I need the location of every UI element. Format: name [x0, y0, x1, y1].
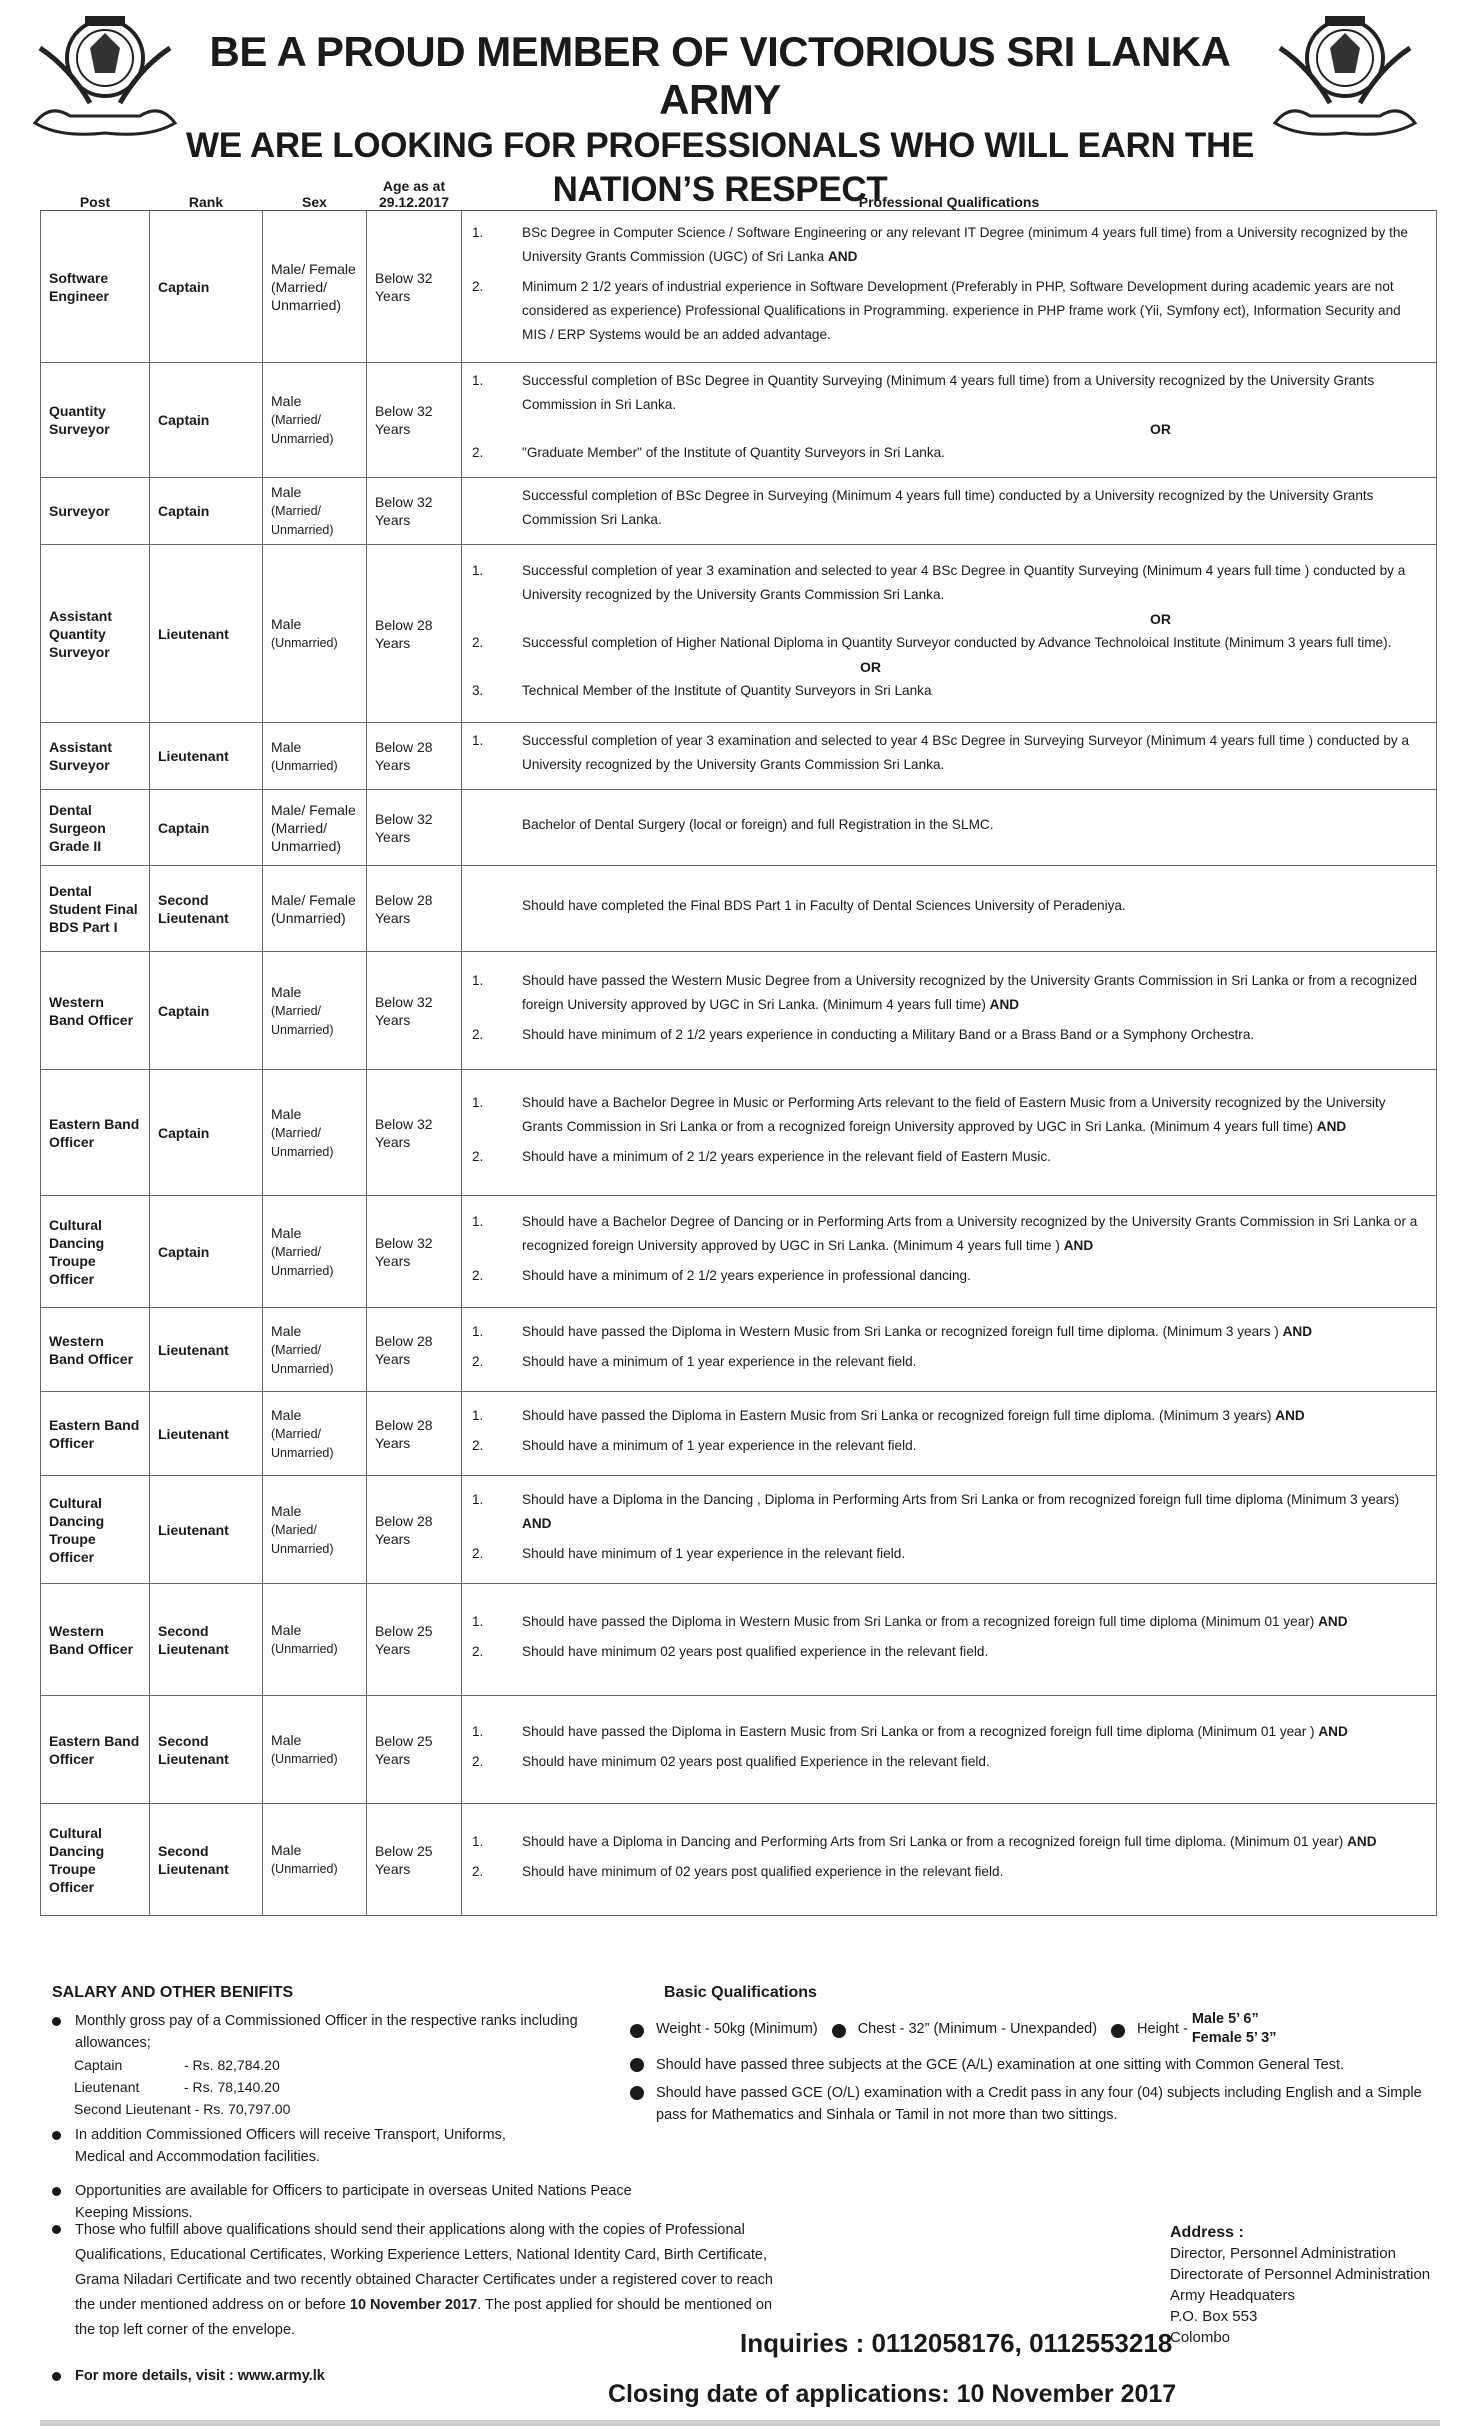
bullet-icon — [52, 2225, 61, 2234]
rank-cell: Lieutenant — [150, 1392, 263, 1476]
pay-rank: Captain — [74, 2057, 123, 2073]
age-cell: Below 28 Years — [367, 1476, 462, 1584]
age-cell: Below 32 Years — [367, 363, 462, 478]
apply-deadline: 10 November 2017 — [349, 2297, 478, 2313]
rank-cell: Second Lieutenant — [150, 866, 263, 952]
qualification-text: Successful completion of BSc Degree in Surveying (Minimum 4 years full time) conducted by a University recognized by the University Grants Commission Sri Lanka. — [522, 488, 1374, 527]
rank-cell: Captain — [150, 790, 263, 866]
rank-cell: Second Lieutenant — [150, 1696, 263, 1804]
qualification-text: Should have a minimum of 2 1/2 years experience in the relevant field of Eastern Music. — [522, 1148, 1051, 1164]
sex-cell: Male (Married/ Unmarried) — [263, 1392, 367, 1476]
website-link[interactable]: For more details, visit : www.army.lk — [75, 2368, 325, 2384]
rank-cell: Second Lieutenant — [150, 1804, 263, 1916]
sex-cell: Male (Married/ Unmarried) — [263, 1070, 367, 1196]
table-row — [41, 363, 1437, 478]
age-cell: Below 32 Years — [367, 1070, 462, 1196]
or-label: OR — [1150, 421, 1171, 437]
table-row — [41, 790, 1437, 866]
bullet-icon — [630, 2058, 644, 2072]
post-cell: Western Band Officer — [41, 952, 150, 1070]
rank-cell: Lieutenant — [150, 723, 263, 790]
qualifications-cell: 1. Should have passed the Diploma in Western Music from Sri Lanka or recognized foreign full time diploma. (Minimum 3 years ) AND 2. Should have a minimum of 1 year experience in the relevant field. — [462, 1308, 1437, 1392]
qualifications-cell: 1. Should have passed the Diploma in Western Music from Sri Lanka or from a recognized foreign full time diploma (Minimum 01 year) AND 2. Should have minimum 02 years post qualified experience in the relevant field. — [462, 1584, 1437, 1696]
al-requirement: Should have passed three subjects at the GCE (A/L) examination at one sitting with Common General Test. — [656, 2057, 1345, 2073]
post-cell: Eastern Band Officer — [41, 1392, 150, 1476]
qualifications-cell: 1. Should have a Diploma in Dancing and Performing Arts from Sri Lanka or from a recognized foreign full time diploma. (Minimum 01 year) AND 2. Should have minimum of 02 years post qualified experience in the relevant field. — [462, 1804, 1437, 1916]
table-row — [41, 1070, 1437, 1196]
salary-title: SALARY AND OTHER BENIFITS — [52, 1984, 294, 2001]
qualification-text: Should have minimum 02 years post qualified experience in the relevant field. — [522, 1643, 989, 1659]
qualification-text: "Graduate Member" of the Institute of Quantity Surveyors in Sri Lanka. — [522, 445, 945, 460]
rank-cell: Second Lieutenant — [150, 1584, 263, 1696]
bullet-icon — [52, 2131, 61, 2140]
rank-cell: Captain — [150, 363, 263, 478]
basic-title: Basic Qualifications — [664, 1984, 817, 2001]
qualification-text: Should have minimum of 2 1/2 years experience in conducting a Military Band or a Brass Band or a Symphony Orchestra. — [522, 1026, 1255, 1042]
qualifications-cell: 1. Should have passed the Diploma in Eastern Music from Sri Lanka or from a recognized foreign full time diploma (Minimum 01 year ) AND 2. Should have minimum 02 years post qualified Experience in the relevant field. — [462, 1696, 1437, 1804]
sex-cell: Male (Maried/ Unmarried) — [263, 1476, 367, 1584]
bullet-icon — [832, 2024, 846, 2038]
subheadline-line1: WE ARE LOOKING FOR PROFESSIONALS WHO WILL EARN THE — [185, 126, 1255, 165]
ol-requirement: Should have passed GCE (O/L) examination with a Credit pass in any four (04) subjects including English and a Simple pass for Mathematics and Sinhala or Tamil in not more than two sittings. — [656, 2085, 1422, 2123]
table-row — [41, 1392, 1437, 1476]
apply-text: Those who fulfill above qualifications should send their applications along with the copies of Professional Qualifications, Educational Certificates, Working Experience Letters, National Identity Card, Birth Certificate, Grama Niladari Certificate and two recently obtained Character Certificates under a registered cover to reach the under mentioned address on or before — [75, 2222, 773, 2313]
table-row — [41, 1196, 1437, 1308]
qualification-text: Should have passed the Diploma in Western Music from Sri Lanka or recognized foreign full time diploma. (Minimum 3 years ) — [522, 1323, 1279, 1339]
qualification-text: Should have minimum of 1 year experience in the relevant field. — [522, 1545, 906, 1561]
address-line: Directorate of Personnel Administration — [1170, 2266, 1431, 2283]
qualifications-cell: 1. Should have passed the Diploma in Eastern Music from Sri Lanka or recognized foreign full time diploma. (Minimum 3 years) AND 2. Should have a minimum of 1 year experience in the relevant field. — [462, 1392, 1437, 1476]
post-cell: Western Band Officer — [41, 1584, 150, 1696]
qualification-text: Should have passed the Diploma in Western Music from Sri Lanka or from a recognized foreign full time diploma (Minimum 01 year) — [522, 1613, 1315, 1629]
qualifications-cell: 1. Successful completion of BSc Degree in Quantity Surveying (Minimum 4 years full time) from a University recognized by the University Grants Commission in Sri Lanka. OR 2. "Graduate Member" of the Institute of Quantity Surveyors in Sri Lanka. — [462, 363, 1437, 478]
sex-cell: Male (Unmarried) — [263, 723, 367, 790]
qualifications-cell: 1. Successful completion of year 3 examination and selected to year 4 BSc Degree in Quantity Surveying (Minimum 4 years full time ) conducted by a University recognized by the University Grants Commission Sri Lanka. OR 2. Successful completion of Higher National Diploma in Quantity Surveyor conducted by Advance Technoloical Institute (Minimum 3 years full time). OR 3. Technical Member of the Institute of Quantity Surveyors in Sri Lanka — [462, 545, 1437, 723]
qualification-text: BSc Degree in Computer Science / Software Engineering or any relevant IT Degree (minimum 4 years full time) from a University recognized by the University Grants Commission (UGC) of Sri Lanka — [522, 224, 1408, 264]
sex-cell: Male/ Female (Married/ Unmarried) — [263, 790, 367, 866]
col-sex: Sex — [263, 174, 367, 211]
bullet-icon — [630, 2024, 644, 2038]
sex-cell: Male (Unmarried) — [263, 1696, 367, 1804]
post-cell: Eastern Band Officer — [41, 1070, 150, 1196]
height-female: Female 5’ 3” — [1191, 2030, 1277, 2046]
closing-date: Closing date of applications: 10 November 2017 — [608, 2380, 1177, 2408]
address-line: Army Headquaters — [1170, 2287, 1296, 2304]
qualification-text: Bachelor of Dental Surgery (local or foreign) and full Registration in the SLMC. — [522, 816, 994, 832]
col-post: Post — [41, 174, 150, 211]
sex-cell: Male (Married/ Unmarried) — [263, 478, 367, 545]
sex-cell: Male (Unmarried) — [263, 1804, 367, 1916]
table-row — [41, 1476, 1437, 1584]
qualification-text: Should have a Diploma in the Dancing , Diploma in Performing Arts from Sri Lanka or from recognized foreign full time diploma (Minimum 3 years) — [522, 1491, 1400, 1507]
table-row — [41, 478, 1437, 545]
army-emblem-left — [30, 8, 180, 153]
age-cell: Below 28 Years — [367, 866, 462, 952]
pay-amount: - Rs. 78,140.20 — [184, 2079, 280, 2095]
qualification-text: Should have minimum of 02 years post qualified experience in the relevant field. — [522, 1863, 1004, 1879]
qualification-text: Should have a minimum of 1 year experience in the relevant field. — [522, 1437, 917, 1453]
qualifications-cell: 1. Should have passed the Western Music Degree from a University recognized by the University Grants Commission in Sri Lanka or from a recognized foreign University approved by UGC in Sri Lanka. (Minimum 4 years full time) AND 2. Should have minimum of 2 1/2 years experience in conducting a Military Band or a Brass Band or a Symphony Orchestra. — [462, 952, 1437, 1070]
salary-section — [52, 1984, 652, 2224]
qualifications-cell: 1. Successful completion of year 3 examination and selected to year 4 BSc Degree in Surveying Surveyor (Minimum 4 years full time ) conducted by a University recognized by the University Grants Commission Sri Lanka. — [462, 723, 1437, 790]
rank-cell: Captain — [150, 1070, 263, 1196]
rank-cell: Captain — [150, 1196, 263, 1308]
salary-intro: Monthly gross pay of a Commissioned Officer in the respective ranks including allowances; — [75, 2013, 578, 2051]
post-cell: Cultural Dancing Troupe Officer — [41, 1196, 150, 1308]
qualifications-cell — [462, 790, 1437, 866]
qualification-text: Should have a Bachelor Degree of Dancing or in Performing Arts from a University recognized by the University Grants Commission in Sri Lanka or a recognized foreign University approved by UGC in Sri Lanka. (Minimum 4 years full time ) — [522, 1213, 1418, 1253]
sex-cell: Male (Married/ Unmarried) — [263, 1196, 367, 1308]
qualifications-cell — [462, 478, 1437, 545]
age-cell: Below 32 Years — [367, 1196, 462, 1308]
address-line: P.O. Box 553 — [1170, 2308, 1258, 2325]
col-qualifications: Professional Qualifications — [462, 174, 1437, 211]
table-row — [41, 211, 1437, 363]
rank-cell: Lieutenant — [150, 1476, 263, 1584]
bullet-icon — [630, 2086, 644, 2100]
bottom-divider — [40, 2420, 1440, 2426]
age-cell: Below 28 Years — [367, 1392, 462, 1476]
address-title: Address : — [1170, 2224, 1244, 2241]
post-cell: Cultural Dancing Troupe Officer — [41, 1476, 150, 1584]
bullet-icon — [1111, 2024, 1125, 2038]
apply-text-end: . The post applied for should be mentioned on the top left corner of the envelope. — [75, 2297, 773, 2338]
or-label: OR — [860, 658, 881, 675]
qualifications-cell: 1. Should have a Bachelor Degree in Music or Performing Arts relevant to the field of Eastern Music from a University recognized by the University Grants Commission in Sri Lanka or from a recognized foreign University approved by UGC in Sri Lanka. (Minimum 4 years full time) AND 2. Should have a minimum of 2 1/2 years experience in the relevant field of Eastern Music. — [462, 1070, 1437, 1196]
address-block — [1170, 2222, 1440, 2348]
table-row — [41, 1696, 1437, 1804]
vacancies-table — [40, 174, 1437, 1916]
qualification-text: Should have passed the Diploma in Eastern Music from Sri Lanka or recognized foreign full time diploma. (Minimum 3 years) — [522, 1407, 1272, 1423]
age-cell: Below 25 Years — [367, 1804, 462, 1916]
post-cell: Cultural Dancing Troupe Officer — [41, 1804, 150, 1916]
sex-cell: Male (Married/ Unmarried) — [263, 1308, 367, 1392]
qualification-text: Should have a minimum of 1 year experience in the relevant field. — [522, 1353, 917, 1369]
address-line: Director, Personnel Administration — [1170, 2245, 1396, 2262]
pay-rank: Second Lieutenant — [74, 2101, 191, 2117]
col-rank: Rank — [150, 174, 263, 211]
qualification-text: Should have a minimum of 2 1/2 years experience in professional dancing. — [522, 1267, 971, 1283]
qualification-text: Should have passed the Diploma in Eastern Music from Sri Lanka or from a recognized foreign full time diploma (Minimum 01 year ) — [522, 1723, 1315, 1739]
post-cell: Dental Student Final BDS Part I — [41, 866, 150, 952]
bullet-icon — [52, 2372, 61, 2381]
age-cell: Below 28 Years — [367, 723, 462, 790]
sex-cell: Male/ Female (Unmarried) — [263, 866, 367, 952]
post-cell: Assistant Quantity Surveyor — [41, 545, 150, 723]
age-cell: Below 32 Years — [367, 211, 462, 363]
post-cell: Western Band Officer — [41, 1308, 150, 1392]
age-cell: Below 32 Years — [367, 952, 462, 1070]
table-header-row — [41, 174, 1437, 211]
table-row — [41, 1804, 1437, 1916]
pay-rank: Lieutenant — [74, 2079, 140, 2095]
inquiries-phone: Inquiries : 0112058176, 0112553218 — [740, 2328, 1173, 2358]
qualification-text: Successful completion of Higher National Diploma in Quantity Surveyor conducted by Advance Technoloical Institute (Minimum 3 years full time). — [522, 634, 1392, 650]
sex-cell: Male (Married/ Unmarried) — [263, 952, 367, 1070]
rank-cell: Captain — [150, 478, 263, 545]
sex-cell: Male (Unmarried) — [263, 545, 367, 723]
qualification-text: Should have completed the Final BDS Part 1 in Faculty of Dental Sciences University of Peradeniya. — [522, 897, 1126, 913]
qualifications-cell — [462, 866, 1437, 952]
post-cell: Surveyor — [41, 478, 150, 545]
bullet-icon — [52, 2187, 61, 2196]
qualification-text: Minimum 2 1/2 years of industrial experience in Software Development (Preferably in PHP, Software Development during academic years are not considered as experience) Professional Qualifications in Programming. experience in PHP frame work (Yii, Symfony ect), Information Security and MIS / ERP Systems would be an added advantage. — [522, 278, 1401, 342]
post-cell: Software Engineer — [41, 211, 150, 363]
age-cell: Below 25 Years — [367, 1584, 462, 1696]
post-cell: Dental Surgeon Grade II — [41, 790, 150, 866]
weight-requirement: Weight - 50kg (Minimum) — [656, 2021, 818, 2037]
qualification-text: Should have a Bachelor Degree in Music or Performing Arts relevant to the field of Eastern Music from a University recognized by the University Grants Commission in Sri Lanka or from a recognized foreign University approved by UGC in Sri Lanka. (Minimum 4 years full time) — [522, 1094, 1386, 1134]
pay-amount: - Rs. 82,784.20 — [184, 2057, 280, 2073]
chest-requirement: Chest - 32” (Minimum - Unexpanded) — [857, 2021, 1098, 2037]
table-row — [41, 1308, 1437, 1392]
qualification-text: Technical Member of the Institute of Quantity Surveyors in Sri Lanka — [522, 682, 932, 698]
or-label: OR — [1150, 610, 1171, 627]
table-row — [41, 723, 1437, 790]
post-cell: Eastern Band Officer — [41, 1696, 150, 1804]
army-emblem-right — [1270, 8, 1420, 153]
post-cell: Assistant Surveyor — [41, 723, 150, 790]
headline: BE A PROUD MEMBER OF VICTORIOUS SRI LANKA ARMY — [209, 28, 1231, 123]
rank-cell: Lieutenant — [150, 545, 263, 723]
sex-cell: Male (Married/ Unmarried) — [263, 363, 367, 478]
qualifications-cell: 1. Should have a Bachelor Degree of Dancing or in Performing Arts from a University recognized by the University Grants Commission in Sri Lanka or a recognized foreign University approved by UGC in Sri Lanka. (Minimum 4 years full time ) AND 2. Should have a minimum of 2 1/2 years experience in professional dancing. — [462, 1196, 1437, 1308]
qualification-text: Should have minimum 02 years post qualified Experience in the relevant field. — [522, 1753, 990, 1769]
qualification-text: Successful completion of BSc Degree in Quantity Surveying (Minimum 4 years full time) from a University recognized by the University Grants Commission in Sri Lanka. — [522, 373, 1375, 412]
pay-amount: - Rs. 70,797.00 — [194, 2101, 291, 2117]
age-cell: Below 32 Years — [367, 790, 462, 866]
age-cell: Below 25 Years — [367, 1696, 462, 1804]
qualifications-cell: 1. BSc Degree in Computer Science / Software Engineering or any relevant IT Degree (minimum 4 years full time) from a University recognized by the University Grants Commission (UGC) of Sri Lanka AND 2. Minimum 2 1/2 years of industrial experience in Software Development (Preferably in PHP, Software Development during academic years are not considered as experience) Professional Qualifications in Programming. experience in PHP frame work (Yii, Symfony ect), Information Security and MIS / ERP Systems would be an added advantage. — [462, 211, 1437, 363]
height-male: Male 5’ 6” — [1191, 2011, 1259, 2027]
application-instructions — [52, 2218, 792, 2387]
address-line: Colombo — [1170, 2329, 1231, 2346]
col-age: Age as at 29.12.2017 — [367, 174, 462, 211]
age-cell: Below 28 Years — [367, 545, 462, 723]
sex-cell: Male (Unmarried) — [263, 1584, 367, 1696]
sex-cell: Male/ Female (Married/ Unmarried) — [263, 211, 367, 363]
table-row — [41, 545, 1437, 723]
qualification-text: Should have a Diploma in Dancing and Performing Arts from Sri Lanka or from a recognized foreign full time diploma. (Minimum 01 year) — [522, 1833, 1344, 1849]
basic-qualifications-section — [630, 1984, 1450, 2126]
post-cell: Quantity Surveyor — [41, 363, 150, 478]
and-label: AND — [827, 248, 858, 264]
rank-cell: Captain — [150, 952, 263, 1070]
table-row — [41, 952, 1437, 1070]
salary-un-missions: Opportunities are available for Officers to participate in overseas United Nations Peace Keeping Missions. — [75, 2183, 632, 2221]
age-cell: Below 32 Years — [367, 478, 462, 545]
salary-benefits: In addition Commissioned Officers will receive Transport, Uniforms, Medical and Accommodation facilities. — [75, 2127, 506, 2165]
qualification-text: Should have passed the Western Music Degree from a University recognized by the University Grants Commission in Sri Lanka or from a recognized foreign University approved by UGC in Sri Lanka. (Minimum 4 years full time) — [522, 972, 1418, 1012]
table-row — [41, 866, 1437, 952]
bullet-icon — [52, 2017, 61, 2026]
height-label: Height - — [1137, 2021, 1188, 2037]
rank-cell: Captain — [150, 211, 263, 363]
qualification-text: Successful completion of year 3 examination and selected to year 4 BSc Degree in Surveying Surveyor (Minimum 4 years full time ) conducted by a University recognized by the University Grants Commission Sri Lanka. — [522, 733, 1410, 772]
qualifications-cell: 1. Should have a Diploma in the Dancing , Diploma in Performing Arts from Sri Lanka or from recognized foreign full time diploma (Minimum 3 years) AND 2. Should have minimum of 1 year experience in the relevant field. — [462, 1476, 1437, 1584]
rank-cell: Lieutenant — [150, 1308, 263, 1392]
age-cell: Below 28 Years — [367, 1308, 462, 1392]
subheadline-line2: NATION’S RESPECT — [552, 170, 888, 209]
table-row — [41, 1584, 1437, 1696]
qualification-text: Successful completion of year 3 examination and selected to year 4 BSc Degree in Quantity Surveying (Minimum 4 years full time ) conducted by a University recognized by the University Grants Commission Sri Lanka. — [522, 562, 1406, 602]
